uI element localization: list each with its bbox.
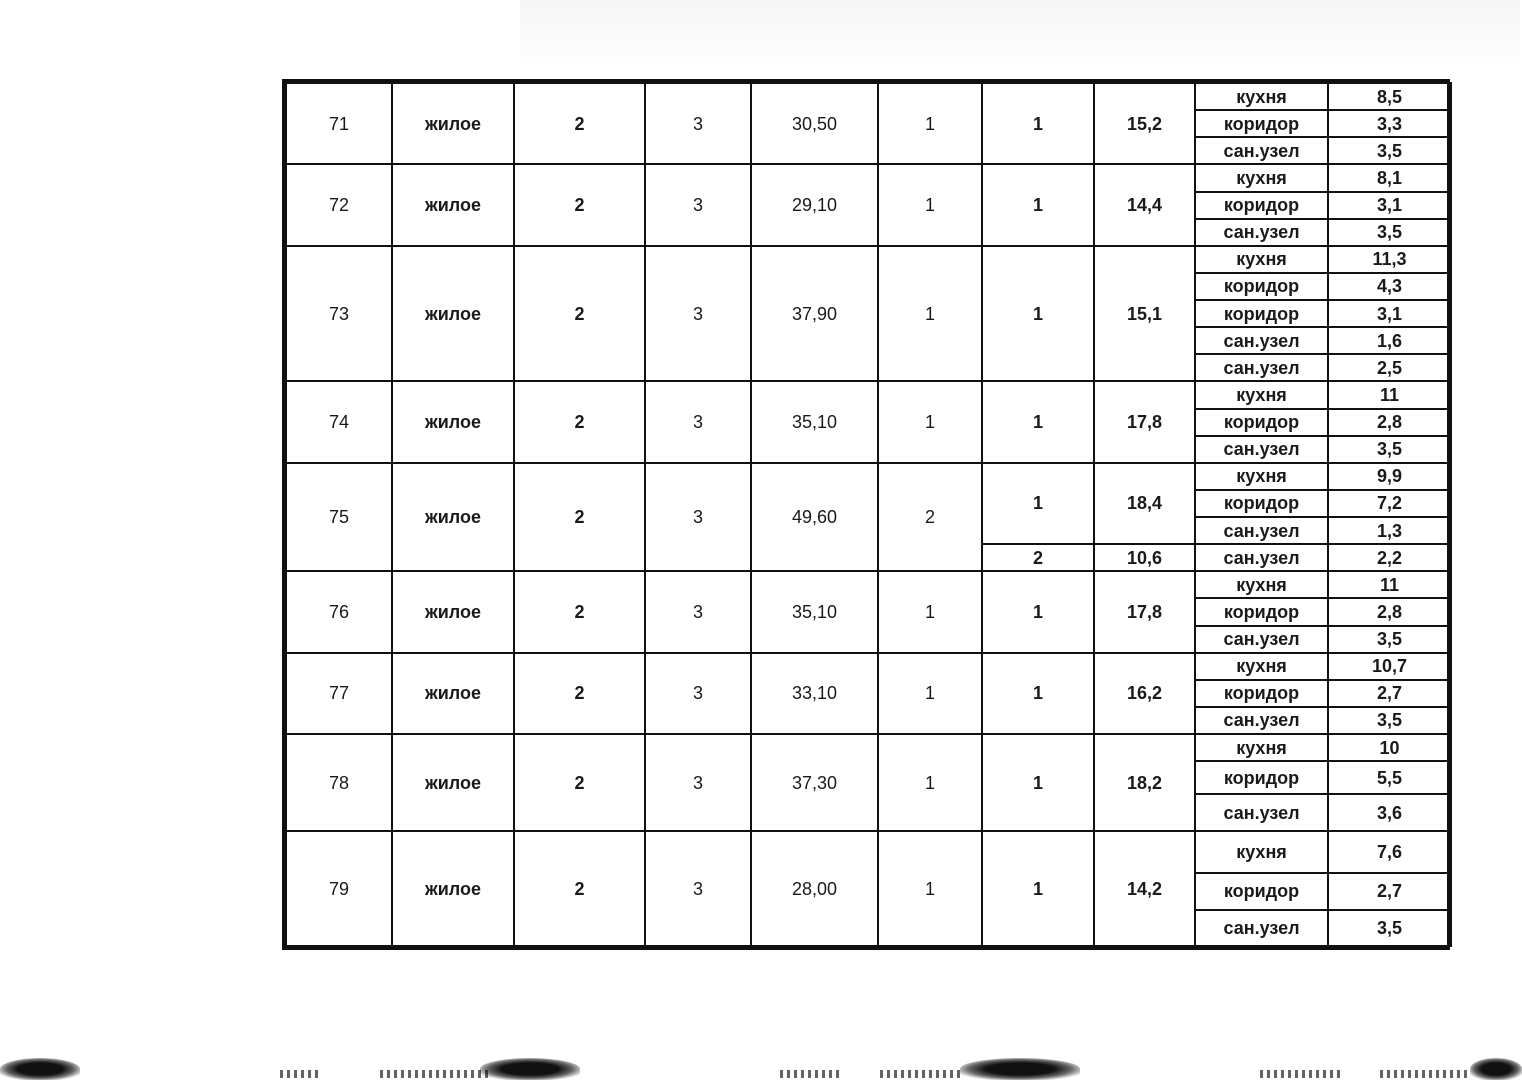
value-cell: 2 bbox=[514, 831, 645, 946]
total-area-cell: 30,50 bbox=[751, 83, 878, 164]
rooms-count-cell: 1 bbox=[878, 831, 982, 946]
value-cell: 3 bbox=[645, 831, 751, 946]
apartment-number-cell: 79 bbox=[286, 831, 392, 946]
apartment-register-table bbox=[282, 79, 1450, 950]
rooms-count-cell: 1 bbox=[878, 246, 982, 382]
scan-speck bbox=[380, 1070, 490, 1078]
scan-speck bbox=[1260, 1070, 1340, 1078]
aux-room-area-cell: 2,8 bbox=[1328, 409, 1451, 436]
apartment-number-cell: 77 bbox=[286, 653, 392, 734]
aux-room-area-cell: 11 bbox=[1328, 571, 1451, 598]
apartment-number-cell: 74 bbox=[286, 381, 392, 462]
aux-room-name-cell: коридор bbox=[1195, 300, 1328, 327]
aux-room-name-cell: кухня bbox=[1195, 246, 1328, 273]
living-room-number-cell: 1 bbox=[982, 83, 1094, 164]
rooms-count-cell: 1 bbox=[878, 381, 982, 462]
aux-room-name-cell: сан.узел bbox=[1195, 436, 1328, 463]
living-room-area-cell: 15,2 bbox=[1094, 83, 1195, 164]
living-room-area-cell: 17,8 bbox=[1094, 381, 1195, 462]
aux-room-area-cell: 3,5 bbox=[1328, 626, 1451, 653]
aux-room-name-cell: коридор bbox=[1195, 873, 1328, 910]
aux-room-name-cell: коридор bbox=[1195, 761, 1328, 794]
aux-room-area-cell: 2,8 bbox=[1328, 598, 1451, 625]
table-row bbox=[286, 831, 1451, 872]
value-cell: 3 bbox=[645, 571, 751, 652]
aux-room-name-cell: кухня bbox=[1195, 463, 1328, 490]
total-area-cell: 37,30 bbox=[751, 734, 878, 831]
rooms-count-cell: 1 bbox=[878, 83, 982, 164]
rooms-count-cell: 1 bbox=[878, 571, 982, 652]
aux-room-name-cell: кухня bbox=[1195, 83, 1328, 110]
aux-room-area-cell: 7,2 bbox=[1328, 490, 1451, 517]
value-cell: 2 bbox=[514, 571, 645, 652]
apartment-number-cell: 78 bbox=[286, 734, 392, 831]
aux-room-area-cell: 8,5 bbox=[1328, 83, 1451, 110]
purpose-cell: жилое bbox=[392, 381, 514, 462]
aux-room-name-cell: коридор bbox=[1195, 409, 1328, 436]
living-room-number-cell: 1 bbox=[982, 246, 1094, 382]
living-room-area-cell: 18,4 bbox=[1094, 463, 1195, 544]
scan-speck bbox=[1380, 1070, 1470, 1078]
value-cell: 3 bbox=[645, 164, 751, 245]
aux-room-area-cell: 7,6 bbox=[1328, 831, 1451, 872]
aux-room-area-cell: 3,5 bbox=[1328, 137, 1451, 164]
scan-speck bbox=[780, 1070, 840, 1078]
table-row bbox=[286, 381, 1451, 408]
aux-room-name-cell: сан.узел bbox=[1195, 354, 1328, 381]
table-row bbox=[286, 246, 1451, 273]
aux-room-area-cell: 11 bbox=[1328, 381, 1451, 408]
aux-room-area-cell: 3,5 bbox=[1328, 910, 1451, 946]
aux-room-name-cell: сан.узел bbox=[1195, 626, 1328, 653]
aux-room-name-cell: коридор bbox=[1195, 680, 1328, 707]
aux-room-name-cell: кухня bbox=[1195, 571, 1328, 598]
scan-speck bbox=[280, 1070, 320, 1078]
aux-room-area-cell: 3,5 bbox=[1328, 707, 1451, 734]
aux-room-area-cell: 4,3 bbox=[1328, 273, 1451, 300]
purpose-cell: жилое bbox=[392, 571, 514, 652]
purpose-cell: жилое bbox=[392, 653, 514, 734]
total-area-cell: 35,10 bbox=[751, 571, 878, 652]
total-area-cell: 35,10 bbox=[751, 381, 878, 462]
aux-room-name-cell: кухня bbox=[1195, 381, 1328, 408]
aux-room-name-cell: кухня bbox=[1195, 831, 1328, 872]
rooms-count-cell: 1 bbox=[878, 734, 982, 831]
value-cell: 2 bbox=[514, 381, 645, 462]
total-area-cell: 29,10 bbox=[751, 164, 878, 245]
value-cell: 3 bbox=[645, 381, 751, 462]
aux-room-name-cell: сан.узел bbox=[1195, 137, 1328, 164]
rooms-count-cell: 1 bbox=[878, 653, 982, 734]
total-area-cell: 37,90 bbox=[751, 246, 878, 382]
aux-room-name-cell: сан.узел bbox=[1195, 707, 1328, 734]
aux-room-area-cell: 1,3 bbox=[1328, 517, 1451, 544]
value-cell: 3 bbox=[645, 734, 751, 831]
apartment-number-cell: 75 bbox=[286, 463, 392, 572]
value-cell: 3 bbox=[645, 246, 751, 382]
aux-room-area-cell: 3,1 bbox=[1328, 192, 1451, 219]
aux-room-name-cell: коридор bbox=[1195, 273, 1328, 300]
purpose-cell: жилое bbox=[392, 164, 514, 245]
aux-room-area-cell: 10,7 bbox=[1328, 653, 1451, 680]
data-table bbox=[285, 82, 1452, 947]
living-room-area-cell: 17,8 bbox=[1094, 571, 1195, 652]
aux-room-name-cell: коридор bbox=[1195, 110, 1328, 137]
table-body bbox=[286, 83, 1451, 946]
table-row bbox=[286, 463, 1451, 490]
value-cell: 2 bbox=[514, 653, 645, 734]
aux-room-area-cell: 2,2 bbox=[1328, 544, 1451, 571]
aux-room-area-cell: 10 bbox=[1328, 734, 1451, 761]
aux-room-area-cell: 3,6 bbox=[1328, 794, 1451, 831]
aux-room-name-cell: сан.узел bbox=[1195, 910, 1328, 946]
aux-room-area-cell: 2,7 bbox=[1328, 873, 1451, 910]
scan-smudge bbox=[1470, 1058, 1522, 1080]
living-room-number-cell: 1 bbox=[982, 653, 1094, 734]
total-area-cell: 33,10 bbox=[751, 653, 878, 734]
value-cell: 3 bbox=[645, 463, 751, 572]
living-room-number-cell: 1 bbox=[982, 381, 1094, 462]
living-room-area-cell: 14,4 bbox=[1094, 164, 1195, 245]
table-row bbox=[286, 571, 1451, 598]
living-room-area-cell: 14,2 bbox=[1094, 831, 1195, 946]
aux-room-name-cell: сан.узел bbox=[1195, 544, 1328, 571]
aux-room-area-cell: 5,5 bbox=[1328, 761, 1451, 794]
living-room-number-cell: 1 bbox=[982, 571, 1094, 652]
table-row bbox=[286, 83, 1451, 110]
apartment-number-cell: 76 bbox=[286, 571, 392, 652]
aux-room-area-cell: 3,5 bbox=[1328, 219, 1451, 246]
living-room-number-cell: 1 bbox=[982, 164, 1094, 245]
purpose-cell: жилое bbox=[392, 246, 514, 382]
aux-room-name-cell: коридор bbox=[1195, 490, 1328, 517]
purpose-cell: жилое bbox=[392, 831, 514, 946]
living-room-area-cell: 18,2 bbox=[1094, 734, 1195, 831]
aux-room-area-cell: 11,3 bbox=[1328, 246, 1451, 273]
aux-room-name-cell: коридор bbox=[1195, 598, 1328, 625]
apartment-number-cell: 72 bbox=[286, 164, 392, 245]
value-cell: 2 bbox=[514, 463, 645, 572]
apartment-number-cell: 73 bbox=[286, 246, 392, 382]
table-row bbox=[286, 164, 1451, 191]
purpose-cell: жилое bbox=[392, 463, 514, 572]
aux-room-area-cell: 3,1 bbox=[1328, 300, 1451, 327]
total-area-cell: 49,60 bbox=[751, 463, 878, 572]
living-room-number-cell: 2 bbox=[982, 544, 1094, 571]
aux-room-name-cell: сан.узел bbox=[1195, 794, 1328, 831]
aux-room-area-cell: 2,5 bbox=[1328, 354, 1451, 381]
value-cell: 2 bbox=[514, 246, 645, 382]
rooms-count-cell: 2 bbox=[878, 463, 982, 572]
aux-room-name-cell: сан.узел bbox=[1195, 517, 1328, 544]
aux-room-name-cell: кухня bbox=[1195, 734, 1328, 761]
value-cell: 3 bbox=[645, 653, 751, 734]
aux-room-name-cell: коридор bbox=[1195, 192, 1328, 219]
aux-room-area-cell: 1,6 bbox=[1328, 327, 1451, 354]
total-area-cell: 28,00 bbox=[751, 831, 878, 946]
scan-smudge bbox=[960, 1058, 1080, 1080]
rooms-count-cell: 1 bbox=[878, 164, 982, 245]
living-room-number-cell: 1 bbox=[982, 463, 1094, 544]
aux-room-area-cell: 8,1 bbox=[1328, 164, 1451, 191]
table-row bbox=[286, 653, 1451, 680]
aux-room-area-cell: 3,5 bbox=[1328, 436, 1451, 463]
scan-speck bbox=[880, 1070, 960, 1078]
value-cell: 2 bbox=[514, 164, 645, 245]
purpose-cell: жилое bbox=[392, 83, 514, 164]
aux-room-area-cell: 2,7 bbox=[1328, 680, 1451, 707]
value-cell: 2 bbox=[514, 734, 645, 831]
living-room-number-cell: 1 bbox=[982, 734, 1094, 831]
value-cell: 2 bbox=[514, 83, 645, 164]
scan-smudge bbox=[0, 1058, 80, 1080]
living-room-area-cell: 15,1 bbox=[1094, 246, 1195, 382]
living-room-area-cell: 16,2 bbox=[1094, 653, 1195, 734]
aux-room-name-cell: кухня bbox=[1195, 164, 1328, 191]
apartment-number-cell: 71 bbox=[286, 83, 392, 164]
aux-room-name-cell: сан.узел bbox=[1195, 219, 1328, 246]
aux-room-area-cell: 3,3 bbox=[1328, 110, 1451, 137]
purpose-cell: жилое bbox=[392, 734, 514, 831]
value-cell: 3 bbox=[645, 83, 751, 164]
table-row bbox=[286, 734, 1451, 761]
scan-shading bbox=[520, 0, 1520, 70]
living-room-number-cell: 1 bbox=[982, 831, 1094, 946]
living-room-area-cell: 10,6 bbox=[1094, 544, 1195, 571]
scan-smudge bbox=[480, 1058, 580, 1080]
aux-room-name-cell: кухня bbox=[1195, 653, 1328, 680]
aux-room-name-cell: сан.узел bbox=[1195, 327, 1328, 354]
aux-room-area-cell: 9,9 bbox=[1328, 463, 1451, 490]
